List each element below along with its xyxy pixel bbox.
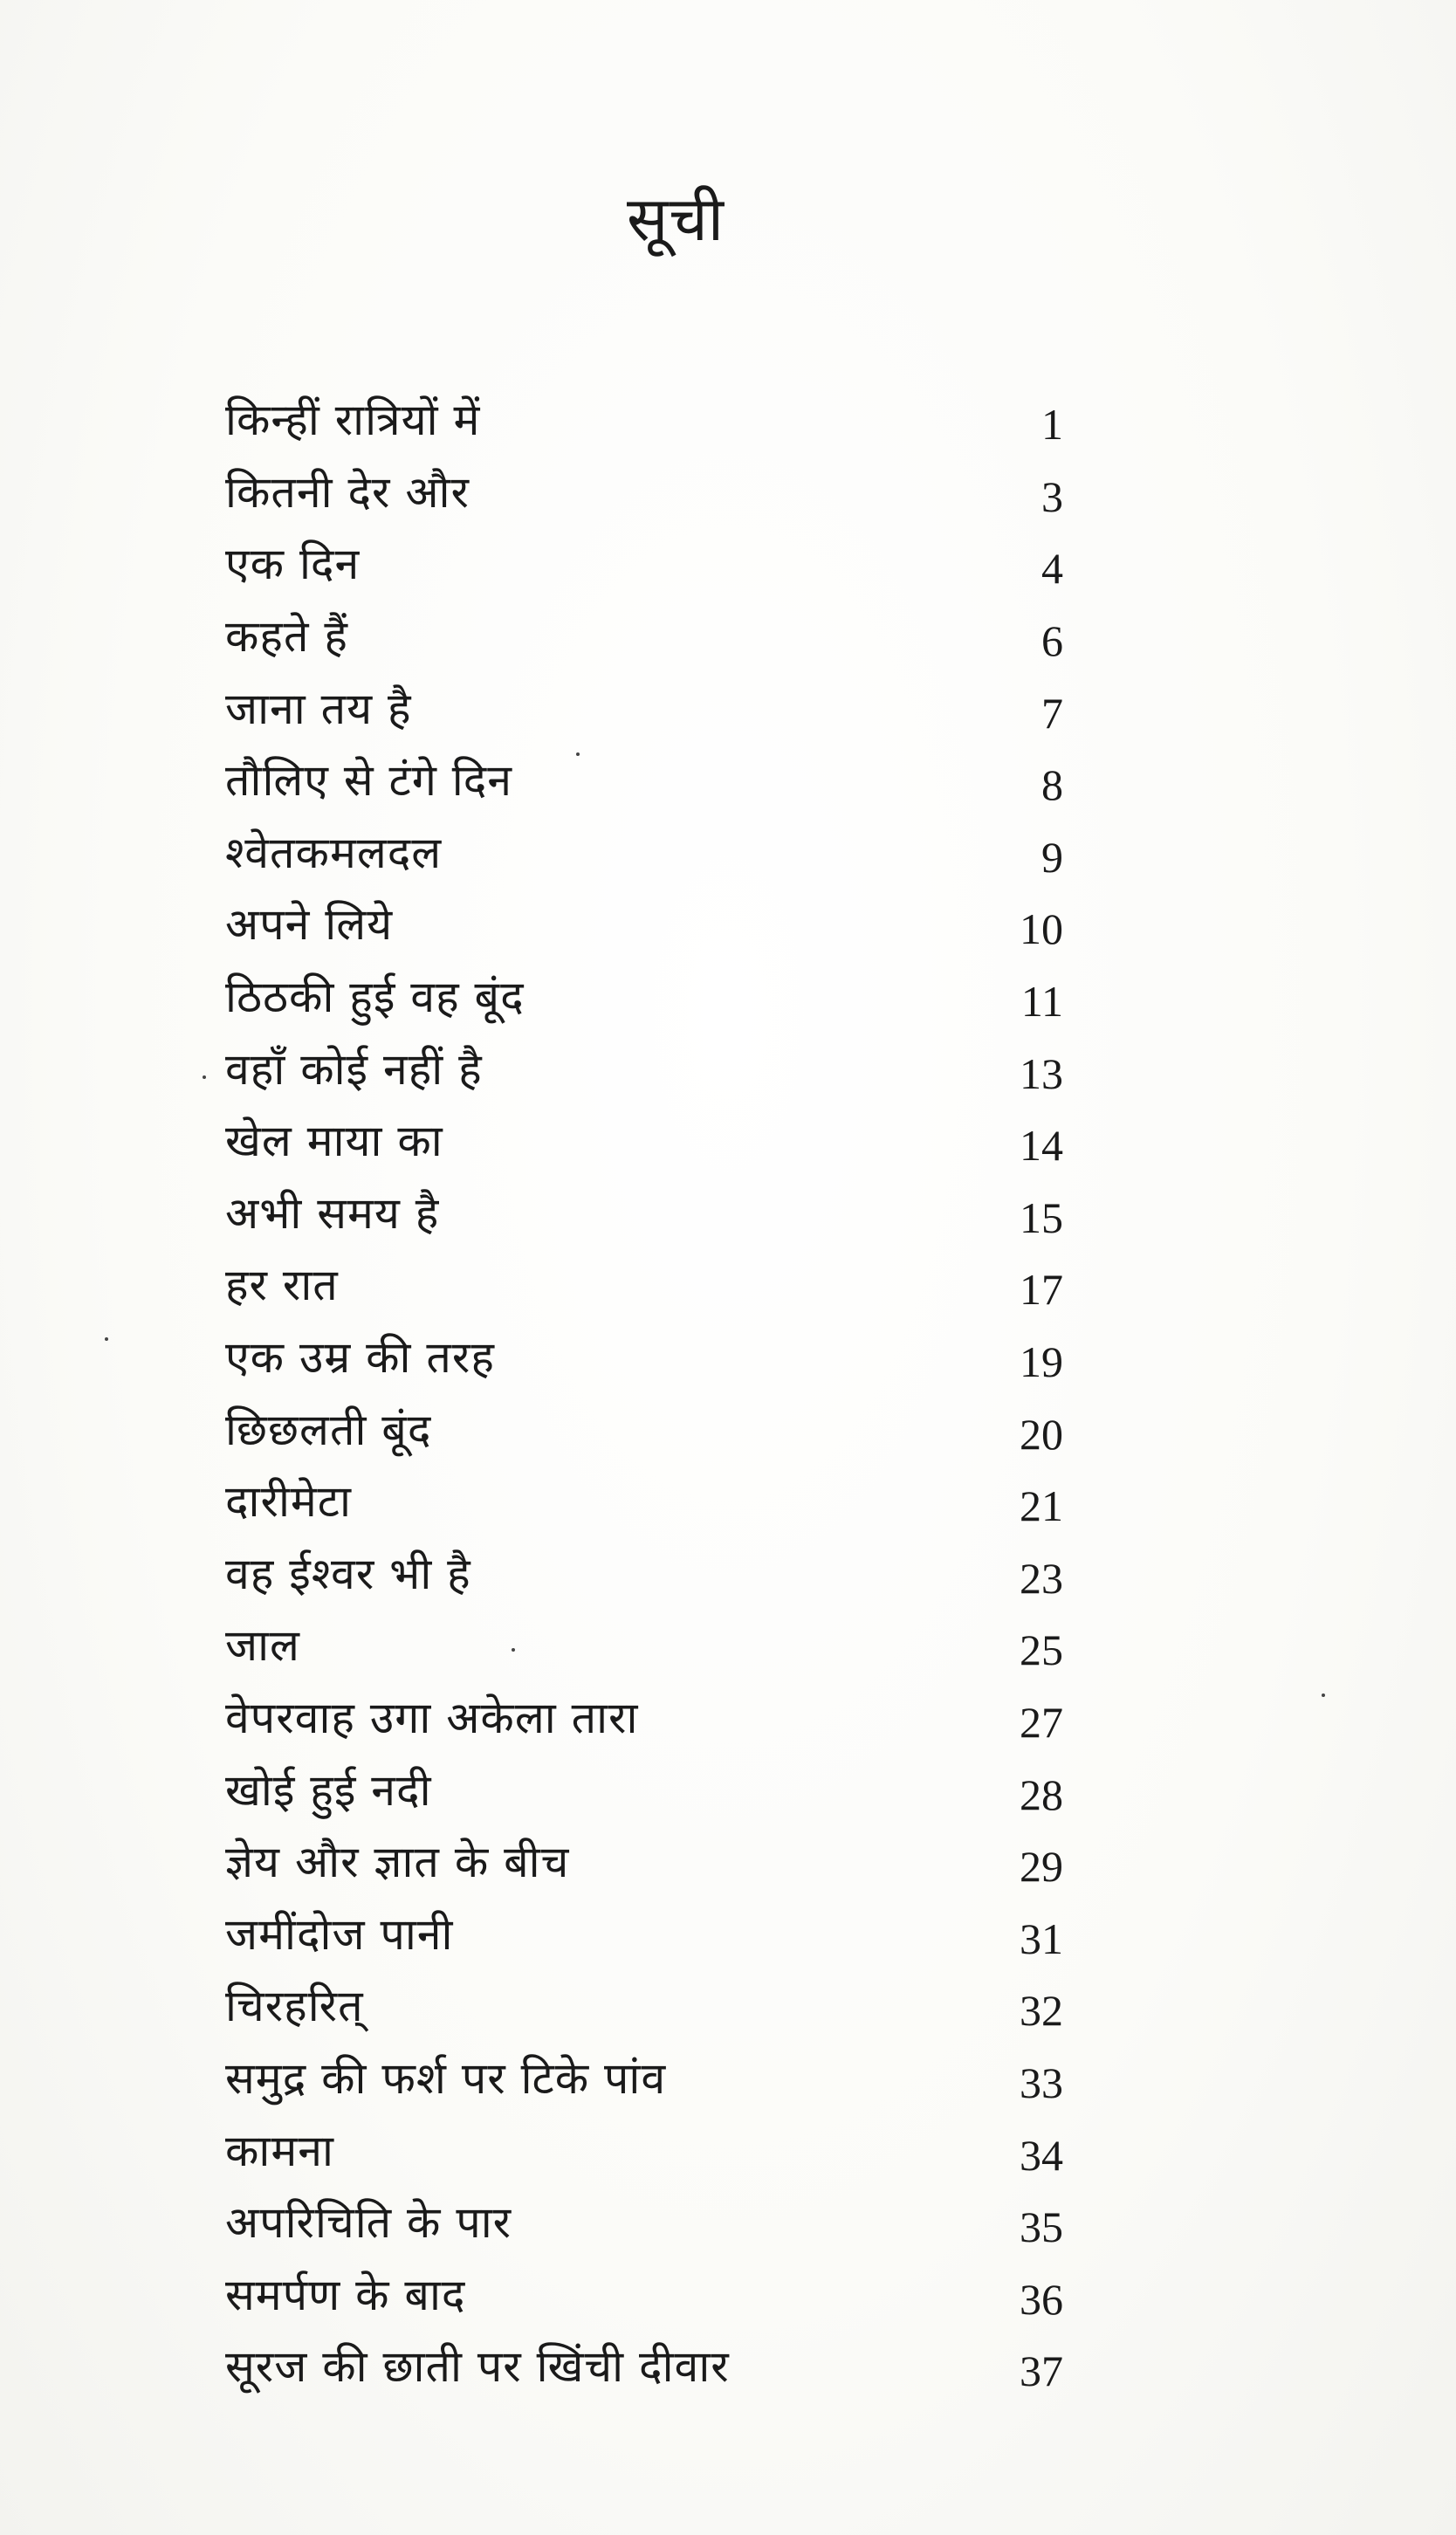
toc-entry: [225, 743, 1063, 815]
toc-entry-page: 34: [1020, 2130, 1063, 2180]
toc-entry: [225, 1320, 1063, 1392]
toc-entry-page: 31: [1020, 1913, 1063, 1963]
toc-entry-page: 19: [1020, 1337, 1063, 1387]
toc-entry: [225, 2112, 1063, 2185]
toc-entry-title: किन्हीं रात्रियों में: [225, 395, 481, 446]
toc-entry: [225, 2257, 1063, 2329]
toc-entry: [225, 959, 1063, 1032]
toc-entry-title: जाना तय है: [225, 683, 412, 734]
toc-entry-title: श्वेतकमलदल: [225, 827, 443, 878]
toc-entry: [225, 1247, 1063, 1320]
print-speck: [105, 1337, 108, 1341]
toc-entry-page: 1: [1041, 400, 1063, 450]
toc-entry-page: 36: [1020, 2274, 1063, 2324]
toc-entry-title: कहते हैं: [225, 611, 348, 663]
toc-entry-page: 8: [1041, 760, 1063, 810]
toc-entry-page: 6: [1041, 616, 1063, 666]
toc-entry-page: 28: [1020, 1769, 1063, 1819]
toc-entry-title: वेपरवाह उगा अकेला तारा: [225, 1692, 639, 1743]
toc-entry: [225, 1031, 1063, 1103]
toc-entry-title: अपरिचिति के पार: [225, 2197, 512, 2249]
toc-entry-page: 33: [1020, 2058, 1063, 2107]
toc-entry-page: 21: [1020, 1481, 1063, 1531]
toc-entry: [225, 2185, 1063, 2257]
toc-entry-title: छिछलती बूंद: [225, 1404, 432, 1455]
toc-entry: [225, 670, 1063, 743]
print-speck: [1322, 1693, 1325, 1697]
toc-entry: [225, 1464, 1063, 1536]
print-speck: [512, 1648, 515, 1652]
toc-entry: [225, 1680, 1063, 1753]
toc-entry-title: जाल: [225, 1620, 300, 1672]
toc-entry: [225, 2041, 1063, 2113]
toc-entry-title: एक उम्र की तरह: [225, 1332, 495, 1384]
toc-entry: [225, 526, 1063, 599]
print-speck: [203, 1075, 206, 1079]
toc-entry-title: खोई हुई नदी: [225, 1764, 432, 1816]
toc-entry-title: दारीमेटा: [225, 1476, 352, 1528]
toc-entry: [225, 1608, 1063, 1680]
toc-entry: [225, 599, 1063, 671]
toc-entry-title: जमींदोज पानी: [225, 1908, 454, 1960]
toc-entry-title: समुद्र की फर्श पर टिके पांव: [225, 2052, 667, 2104]
toc-entry-title: एक दिन: [225, 539, 361, 590]
toc-entry: [225, 1391, 1063, 1464]
toc-entry: [225, 1752, 1063, 1824]
toc-entry: [225, 2329, 1063, 2401]
toc-entry-title: वहाँ कोई नहीं है: [225, 1043, 483, 1095]
toc-entry: [225, 815, 1063, 888]
toc-entry-page: 35: [1020, 2202, 1063, 2252]
toc-entry-page: 4: [1041, 544, 1063, 594]
toc-entry-page: 23: [1020, 1553, 1063, 1603]
table-of-contents: [225, 382, 1063, 2401]
toc-entry-page: 29: [1020, 1842, 1063, 1892]
toc-entry-title: अभी समय है: [225, 1187, 440, 1239]
toc-entry-title: वह ईश्वर भी है: [225, 1548, 471, 1599]
toc-entry: [225, 887, 1063, 959]
toc-entry-title: चिरहरित्: [225, 1981, 364, 2032]
toc-entry-title: समर्पण के बाद: [225, 2269, 466, 2320]
toc-entry-title: सूरज की छाती पर खिंची दीवार: [225, 2341, 730, 2393]
toc-entry-page: 7: [1041, 688, 1063, 738]
toc-entry: [225, 382, 1063, 455]
toc-entry-page: 15: [1020, 1192, 1063, 1242]
toc-entry-page: 27: [1020, 1697, 1063, 1747]
toc-entry-page: 10: [1020, 904, 1063, 954]
toc-entry-title: तौलिए से टंगे दिन: [225, 755, 513, 807]
toc-entry-title: ज्ञेय और ज्ञात के बीच: [225, 1837, 570, 1888]
page-title: सूची: [627, 183, 725, 255]
toc-entry-page: 17: [1020, 1265, 1063, 1315]
toc-entry-title: हर रात: [225, 1260, 339, 1311]
print-speck: [576, 752, 580, 756]
toc-entry: [225, 1103, 1063, 1176]
toc-entry-title: खेल माया का: [225, 1116, 443, 1167]
toc-entry-page: 20: [1020, 1409, 1063, 1459]
toc-entry: [225, 1824, 1063, 1897]
toc-entry-title: ठिठकी हुई वह बूंद: [225, 972, 525, 1023]
toc-entry-title: अपने लिये: [225, 899, 394, 951]
toc-entry: [225, 1536, 1063, 1609]
toc-entry-page: 25: [1020, 1625, 1063, 1675]
toc-entry: [225, 1896, 1063, 1968]
toc-entry: [225, 1968, 1063, 2041]
toc-entry-title: कितनी देर और: [225, 466, 470, 518]
toc-entry-page: 32: [1020, 1986, 1063, 2036]
toc-entry-page: 14: [1020, 1121, 1063, 1171]
toc-entry-page: 9: [1041, 832, 1063, 882]
toc-entry: [225, 1176, 1063, 1248]
toc-entry-title: कामना: [225, 2125, 334, 2176]
toc-entry: [225, 455, 1063, 527]
toc-entry-page: 3: [1041, 471, 1063, 521]
toc-entry-page: 37: [1020, 2346, 1063, 2396]
toc-entry-page: 13: [1020, 1048, 1063, 1098]
toc-entry-page: 11: [1020, 977, 1063, 1027]
